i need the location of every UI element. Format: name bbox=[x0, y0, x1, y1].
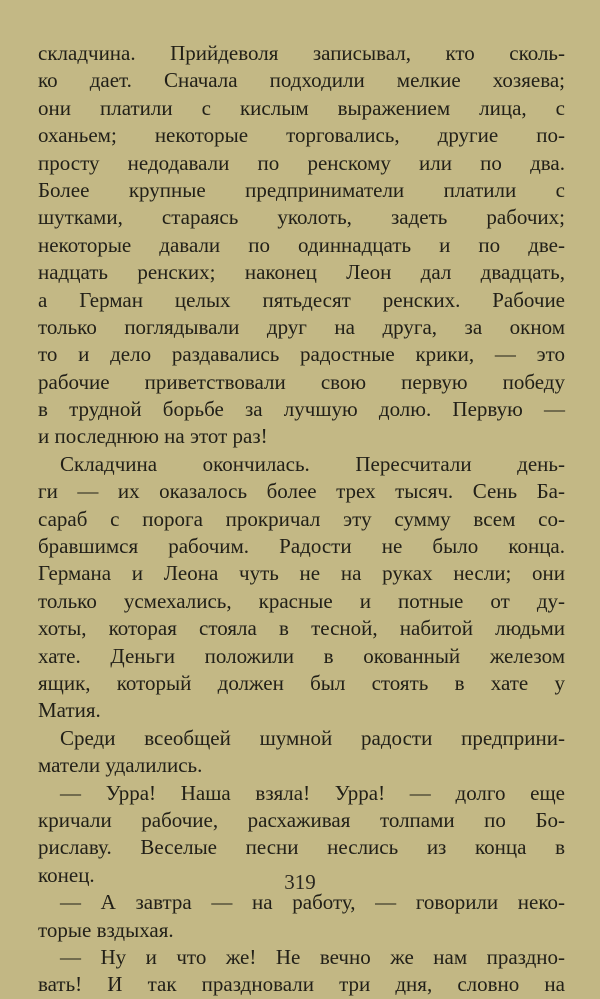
text-line: — А завтра — на работу, — говорили неко- bbox=[60, 890, 565, 915]
text-line: шутками, стараясь уколоть, задеть рабочих; bbox=[38, 205, 565, 230]
text-line: а Герман целых пятьдесят ренских. Рабочие bbox=[38, 287, 565, 312]
text-line: надцать ренских; наконец Леон дал двадцать, bbox=[38, 260, 565, 285]
text-line: Матия. bbox=[38, 698, 101, 723]
text-line: Германа и Леона чуть не на руках несли; они bbox=[38, 561, 565, 586]
text-line: ко дает. Сначала подходили мелкие хозяева; bbox=[38, 68, 565, 93]
body-text bbox=[38, 40, 565, 999]
page-number: 319 bbox=[284, 870, 316, 894]
text-line: просту недодавали по ренскому или по два. bbox=[38, 150, 565, 175]
text-line: риславу. Веселые песни неслись из конца в bbox=[38, 835, 565, 860]
text-line: оханьем; некоторые торговались, другие по- bbox=[38, 123, 565, 148]
text-line: кричали рабочие, расхаживая толпами по Бо- bbox=[38, 807, 565, 832]
text-line: и последнюю на этот раз! bbox=[38, 424, 268, 449]
text-line: торые вздыхая. bbox=[38, 917, 174, 942]
text-line: матели удалились. bbox=[38, 753, 203, 778]
text-line: только поглядывали друг на друга, за окном bbox=[38, 314, 565, 339]
text-line: вать! И так праздновали три дня, словно на bbox=[38, 972, 565, 997]
text-line: рабочие приветствовали свою первую победу bbox=[38, 369, 565, 394]
text-line: ги — их оказалось более трех тысяч. Сень Ба- bbox=[38, 479, 565, 504]
text-line: хате. Деньги положили в окованный железом bbox=[38, 643, 565, 668]
text-line: — Урра! Наша взяла! Урра! — долго еще bbox=[60, 780, 565, 805]
text-line: бравшимся рабочим. Радости не было конца. bbox=[38, 534, 565, 559]
text-line: конец. bbox=[38, 862, 95, 887]
text-line: складчина. Прийдеволя записывал, кто сколь- bbox=[38, 41, 565, 65]
text-line: то и дело раздавались радостные крики, — это bbox=[38, 342, 565, 367]
text-line: — Ну и что же! Не вечно же нам праздно- bbox=[60, 944, 565, 969]
text-line: сараб с порога прокричал эту сумму всем со- bbox=[38, 506, 565, 531]
text-line: ящик, который должен был стоять в хате у bbox=[38, 670, 565, 695]
text-line: хоты, которая стояла в тесной, набитой людьми bbox=[38, 616, 565, 641]
text-line: Более крупные предприниматели платили с bbox=[38, 177, 565, 202]
text-line: Среди всеобщей шумной радости предприни- bbox=[60, 725, 565, 750]
text-line: они платили с кислым выражением лица, с bbox=[38, 95, 565, 120]
text-line: в трудной борьбе за лучшую долю. Первую — bbox=[38, 397, 565, 422]
text-line: Складчина окончилась. Пересчитали день- bbox=[60, 451, 565, 476]
text-line: некоторые давали по одиннадцать и по две- bbox=[38, 232, 565, 257]
text-line: только усмехались, красные и потные от ду- bbox=[38, 588, 565, 613]
